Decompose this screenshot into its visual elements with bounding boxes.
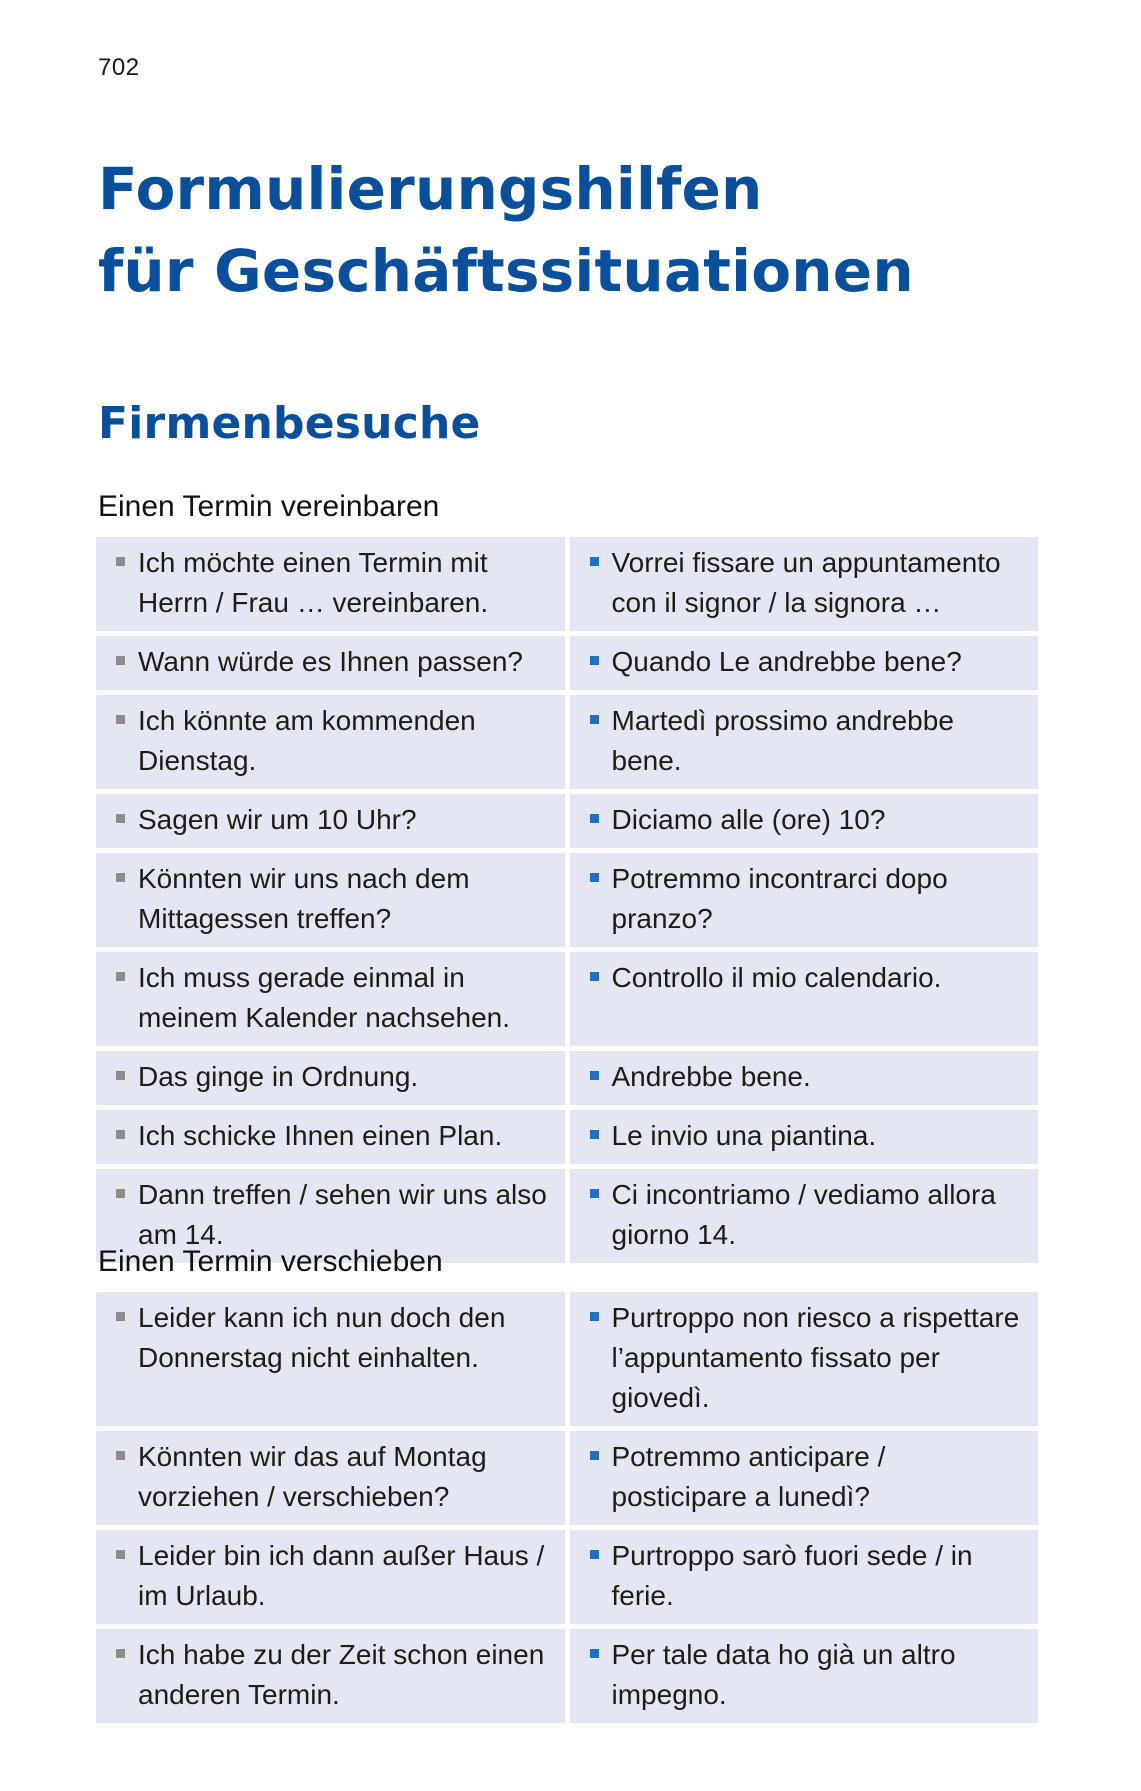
italian-phrase-cell	[570, 853, 1039, 947]
section-title: Firmenbesuche	[98, 398, 481, 449]
german-phrase: Ich schicke Ihnen einen Plan.	[138, 1120, 503, 1151]
square-bullet-icon	[116, 1649, 125, 1658]
italian-phrase-cell	[570, 794, 1039, 848]
italian-phrase: Ci incontriamo / vediamo allora giorno 14.	[611, 1179, 996, 1250]
italian-phrase-wrapper	[590, 958, 1025, 998]
square-bullet-icon	[116, 972, 125, 981]
phrase-table	[91, 1287, 1043, 1728]
italian-phrase-wrapper	[590, 701, 1025, 781]
page-number: 702	[98, 54, 140, 81]
german-phrase-wrapper	[116, 1175, 551, 1255]
italian-phrase-wrapper	[590, 1175, 1025, 1255]
german-phrase: Ich habe zu der Zeit schon einen anderen Termin.	[138, 1639, 545, 1710]
square-bullet-icon	[116, 873, 125, 882]
square-bullet-icon	[590, 1071, 599, 1080]
italian-phrase-cell	[570, 537, 1039, 631]
german-phrase-wrapper	[116, 800, 551, 840]
phrase-table	[91, 532, 1043, 1268]
german-phrase-wrapper	[116, 1298, 551, 1378]
table-row	[96, 794, 1038, 848]
table-row	[96, 695, 1038, 789]
italian-phrase-wrapper	[590, 1437, 1025, 1517]
square-bullet-icon	[590, 1189, 599, 1198]
square-bullet-icon	[590, 972, 599, 981]
german-phrase-wrapper	[116, 1116, 551, 1156]
table-row	[96, 1110, 1038, 1164]
table-row	[96, 1431, 1038, 1525]
square-bullet-icon	[116, 557, 125, 566]
square-bullet-icon	[590, 656, 599, 665]
table-row	[96, 1051, 1038, 1105]
table-row	[96, 537, 1038, 631]
square-bullet-icon	[116, 1550, 125, 1559]
german-phrase-wrapper	[116, 1635, 551, 1715]
german-phrase-cell	[96, 537, 565, 631]
german-phrase: Sagen wir um 10 Uhr?	[138, 804, 417, 835]
german-phrase-cell	[96, 1431, 565, 1525]
square-bullet-icon	[590, 1451, 599, 1460]
square-bullet-icon	[590, 1649, 599, 1658]
table-row	[96, 1292, 1038, 1426]
german-phrase-cell	[96, 1110, 565, 1164]
german-phrase-cell	[96, 1292, 565, 1426]
table-row	[96, 1530, 1038, 1624]
german-phrase: Dann treffen / sehen wir uns also am 14.	[138, 1179, 547, 1250]
italian-phrase: Martedì prossimo andrebbe bene.	[611, 705, 954, 776]
page-title-line-2: für Geschäftssituationen	[98, 237, 914, 305]
italian-phrase: Per tale data ho già un altro impegno.	[611, 1639, 956, 1710]
german-phrase: Ich könnte am kommenden Dienstag.	[138, 705, 476, 776]
italian-phrase-cell	[570, 1431, 1039, 1525]
italian-phrase-cell	[570, 1629, 1039, 1723]
square-bullet-icon	[116, 656, 125, 665]
italian-phrase-cell	[570, 1110, 1039, 1164]
square-bullet-icon	[116, 1189, 125, 1198]
italian-phrase-wrapper	[590, 1635, 1025, 1715]
german-phrase: Ich möchte einen Termin mit Herrn / Frau … vereinbaren.	[138, 547, 489, 618]
square-bullet-icon	[590, 557, 599, 566]
german-phrase: Könnten wir uns nach dem Mittagessen treffen?	[138, 863, 470, 934]
italian-phrase-wrapper	[590, 1057, 1025, 1097]
table-row	[96, 853, 1038, 947]
italian-phrase: Diciamo alle (ore) 10?	[611, 804, 886, 835]
page-title-line-1: Formulierungshilfen	[98, 155, 763, 223]
italian-phrase-cell	[570, 1292, 1039, 1426]
italian-phrase-cell	[570, 1051, 1039, 1105]
italian-phrase: Quando Le andrebbe bene?	[611, 646, 962, 677]
square-bullet-icon	[590, 715, 599, 724]
italian-phrase-cell	[570, 636, 1039, 690]
german-phrase: Leider bin ich dann außer Haus / im Urlaub.	[138, 1540, 545, 1611]
german-phrase-wrapper	[116, 543, 551, 623]
german-phrase-wrapper	[116, 701, 551, 781]
subsection-termin-vereinbaren	[96, 490, 1048, 1268]
german-phrase-wrapper	[116, 1057, 551, 1097]
german-phrase-cell	[96, 794, 565, 848]
italian-phrase-wrapper	[590, 1116, 1025, 1156]
italian-phrase-wrapper	[590, 800, 1025, 840]
italian-phrase: Potremmo anticipare / posticipare a lunedì?	[611, 1441, 886, 1512]
german-phrase-cell	[96, 636, 565, 690]
german-phrase: Könnten wir das auf Montag vorziehen / verschieben?	[138, 1441, 487, 1512]
italian-phrase-wrapper	[590, 642, 1025, 682]
square-bullet-icon	[590, 873, 599, 882]
italian-phrase: Controllo il mio calendario.	[611, 962, 942, 993]
german-phrase-wrapper	[116, 958, 551, 1038]
german-phrase: Das ginge in Ordnung.	[138, 1061, 419, 1092]
square-bullet-icon	[590, 1130, 599, 1139]
square-bullet-icon	[590, 1550, 599, 1559]
german-phrase: Leider kann ich nun doch den Donnerstag nicht einhalten.	[138, 1302, 506, 1373]
italian-phrase-wrapper	[590, 1536, 1025, 1616]
german-phrase-cell	[96, 853, 565, 947]
square-bullet-icon	[116, 1130, 125, 1139]
german-phrase-cell	[96, 952, 565, 1046]
square-bullet-icon	[590, 1312, 599, 1321]
italian-phrase: Vorrei fissare un appuntamento con il signor / la signora …	[611, 547, 1001, 618]
subsection-title: Einen Termin vereinbaren	[98, 490, 440, 523]
german-phrase-cell	[96, 1051, 565, 1105]
italian-phrase: Andrebbe bene.	[611, 1061, 811, 1092]
italian-phrase-wrapper	[590, 1298, 1025, 1418]
italian-phrase-cell	[570, 1530, 1039, 1624]
italian-phrase-wrapper	[590, 859, 1025, 939]
square-bullet-icon	[590, 814, 599, 823]
german-phrase-cell	[96, 1629, 565, 1723]
italian-phrase: Le invio una piantina.	[611, 1120, 877, 1151]
square-bullet-icon	[116, 814, 125, 823]
german-phrase-cell	[96, 1530, 565, 1624]
italian-phrase: Potremmo incontrarci dopo pranzo?	[611, 863, 948, 934]
italian-phrase: Purtroppo non riesco a rispettare l’appuntamento fissato per giovedì.	[611, 1302, 1020, 1413]
table-row	[96, 952, 1038, 1046]
german-phrase-wrapper	[116, 642, 551, 682]
italian-phrase-cell	[570, 952, 1039, 1046]
german-phrase: Ich muss gerade einmal in meinem Kalender nachsehen.	[138, 962, 511, 1033]
italian-phrase-cell	[570, 695, 1039, 789]
german-phrase-cell	[96, 695, 565, 789]
german-phrase: Wann würde es Ihnen passen?	[138, 646, 523, 677]
subsection-title: Einen Termin verschieben	[98, 1245, 443, 1278]
german-phrase-wrapper	[116, 1437, 551, 1517]
table-row	[96, 636, 1038, 690]
square-bullet-icon	[116, 1451, 125, 1460]
square-bullet-icon	[116, 1312, 125, 1321]
german-phrase-wrapper	[116, 1536, 551, 1616]
italian-phrase: Purtroppo sarò fuori sede / in ferie.	[611, 1540, 973, 1611]
subsection-termin-verschieben	[96, 1245, 1048, 1728]
italian-phrase-wrapper	[590, 543, 1025, 623]
table-row	[96, 1629, 1038, 1723]
german-phrase-wrapper	[116, 859, 551, 939]
page-title	[98, 148, 914, 312]
square-bullet-icon	[116, 1071, 125, 1080]
square-bullet-icon	[116, 715, 125, 724]
